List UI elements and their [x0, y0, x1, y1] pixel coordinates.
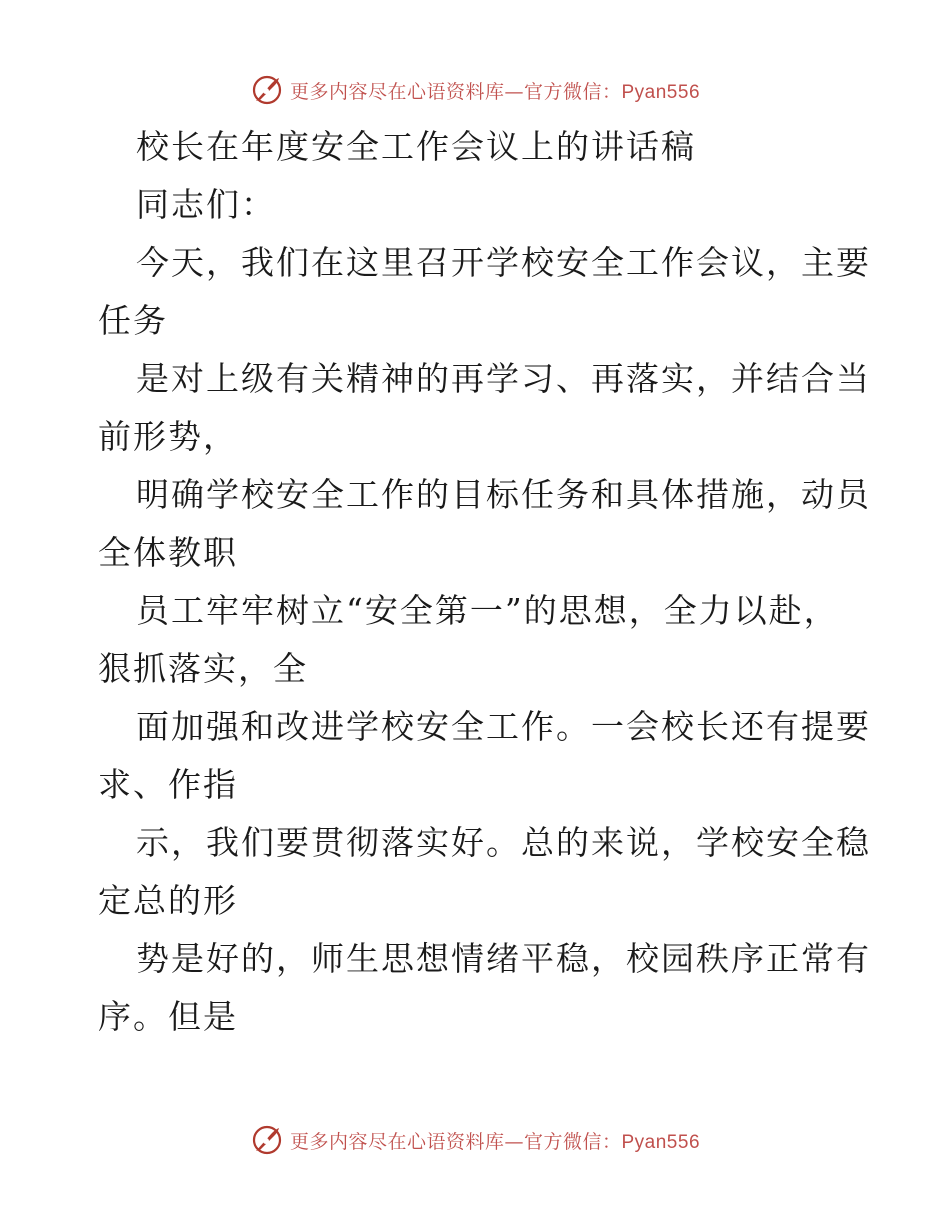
- document-body: [98, 118, 871, 1046]
- document-title: 校长在年度安全工作会议上的讲话稿: [136, 127, 696, 166]
- watermark-text: [290, 1127, 700, 1154]
- text-line: 全体教职: [98, 533, 238, 572]
- text-line: 求、作指: [98, 765, 238, 804]
- footer-watermark: [0, 1120, 950, 1160]
- text-line: 前形势，: [98, 417, 238, 456]
- watermark-wechat: Pyan556: [621, 81, 701, 103]
- quill-seal-icon: [250, 73, 284, 107]
- watermark-text: [290, 77, 700, 104]
- text-line: 序。但是: [98, 997, 238, 1036]
- text-line: 明确学校安全工作的目标任务和具体措施，动员: [136, 475, 871, 514]
- text-line: 定总的形: [98, 881, 238, 920]
- text-line: 示，我们要贯彻落实好。总的来说，学校安全稳: [136, 823, 871, 862]
- text-line: 同志们：: [136, 185, 276, 224]
- text-line: 今天，我们在这里召开学校安全工作会议，主要: [136, 243, 871, 282]
- watermark-label: 更多内容尽在心语资料库—官方微信：: [289, 1130, 622, 1153]
- text-line: 面加强和改进学校安全工作。一会校长还有提要: [136, 707, 871, 746]
- header-watermark: [0, 70, 950, 110]
- text-line: 狠抓落实，全: [98, 649, 308, 688]
- text-line: 是对上级有关精神的再学习、再落实，并结合当: [136, 359, 871, 398]
- watermark-wechat: Pyan556: [621, 1131, 701, 1153]
- text-line: 势是好的，师生思想情绪平稳，校园秩序正常有: [136, 939, 871, 978]
- watermark-label: 更多内容尽在心语资料库—官方微信：: [289, 80, 622, 103]
- quill-seal-icon: [250, 1123, 284, 1157]
- text-line: 任务: [98, 301, 168, 340]
- text-line: 员工牢牢树立“安全第一”的思想，全力以赴，: [136, 591, 839, 630]
